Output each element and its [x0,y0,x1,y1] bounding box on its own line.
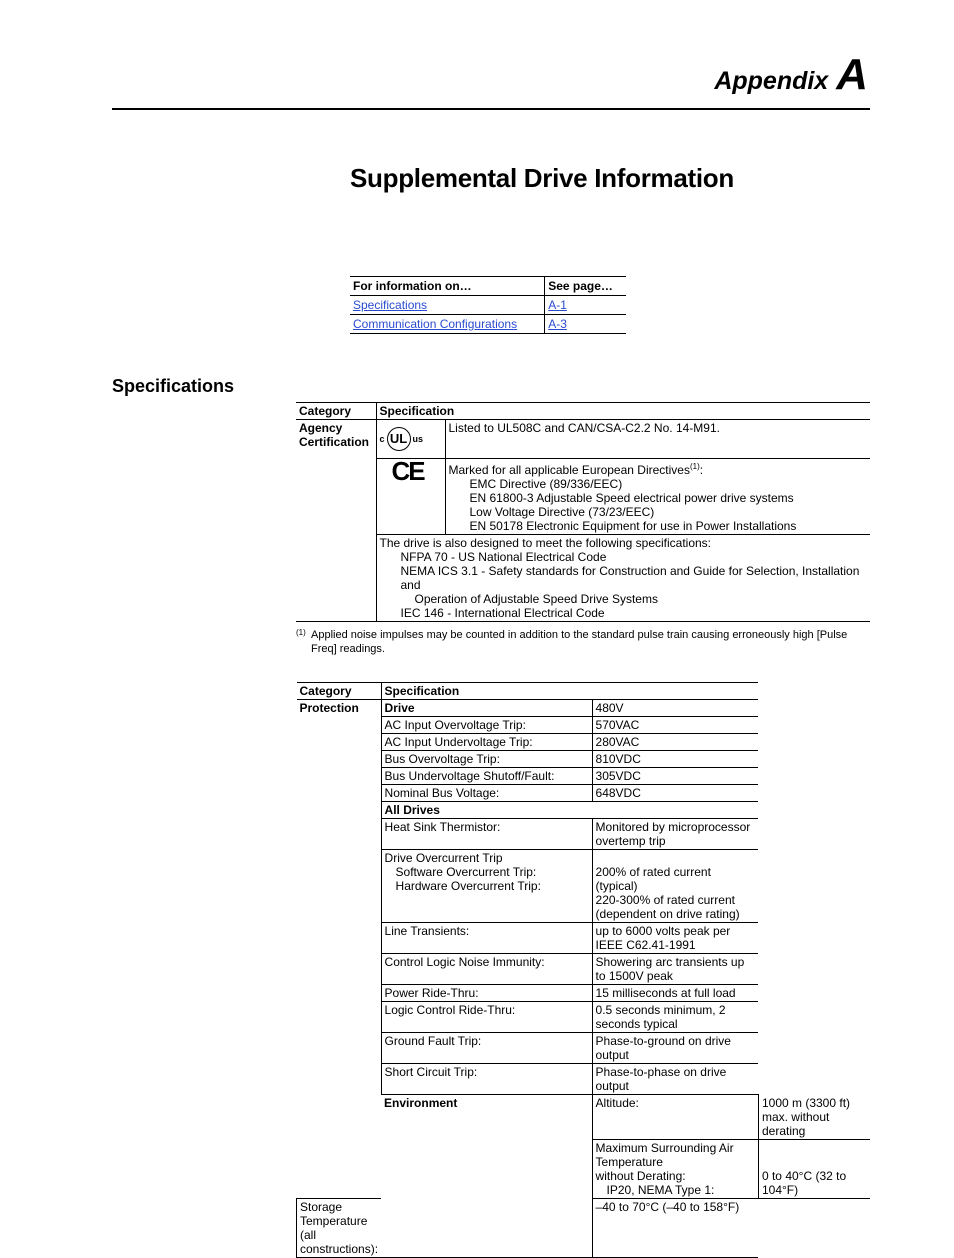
certification-table [296,402,870,622]
also-designed-text: The drive is also designed to meet the following specifications: NFPA 70 - US National Electrical Code NEMA ICS 3.1 - Safety standards for Construction and Guide for Selection, Installation and Operation of Adjustable Speed Drive Systems IEC 146 - International Electrical Code [376,535,870,622]
table-row: Ground Fault Trip: Phase-to-ground on drive output [297,1033,871,1064]
ul-text: Listed to UL508C and CAN/CSA-C2.2 No. 14-M91. [445,420,870,459]
section-heading: Specifications [112,376,235,396]
table-row: Nominal Bus Voltage: 648VDC [297,785,871,802]
toc-header-topic: For information on… [350,277,545,296]
appendix-word: Appendix [714,67,829,95]
category-environment: Environment [381,1095,592,1258]
cert-header-category: Category [296,403,376,420]
toc-header-page: See page… [545,277,626,296]
footnote [296,628,856,656]
table-row: Line Transients: up to 6000 volts peak per IEEE C62.41-1991 [297,923,871,954]
table-row: Bus Overvoltage Trip: 810VDC [297,751,871,768]
appendix-header [714,50,868,100]
toc-page-link[interactable]: A-3 [548,317,567,331]
ce-mark-icon: CE [391,456,424,486]
ul-listed-icon: c UL us [380,427,424,451]
footnote-text: Applied noise impulses may be counted in addition to the standard pulse train causing erroneously high [Pulse Freq] readings. [311,629,848,655]
toc-table [350,276,626,334]
table-row: AC Input Undervoltage Trip: 280VAC [297,734,871,751]
ce-text: Marked for all applicable European Directives$^{(1)}$: EMC Directive (89/336/EEC) EN 61800-3 Adjustable Speed electrical power drive systems Low Voltage Directive (73/23/EEC) EN 50178 Electronic Equipment for use in Power Installations [445,459,870,535]
table-row [297,850,871,923]
category-protection: Protection [297,700,382,1199]
overcurrent-values: 200% of rated current (typical) 220-300% of rated current (dependent on drive rating) [592,850,758,923]
cert-category: Agency Certification [296,420,376,622]
altitude-value: 1000 m (3300 ft) max. without derating [758,1095,870,1140]
spec-header-spec: Specification [381,683,758,700]
drive-label: Drive [381,700,592,717]
all-drives-label: All Drives [381,802,758,819]
table-row: AC Input Overvoltage Trip: 570VAC [297,717,871,734]
footnote-marker: (1) [296,628,306,637]
temp-labels: Maximum Surrounding Air Temperature without Derating: IP20, NEMA Type 1: [592,1139,758,1198]
altitude-label: Altitude: [592,1095,758,1140]
temp-value: 0 to 40°C (32 to 104°F) [758,1139,870,1198]
toc-page-link[interactable]: A-1 [548,298,567,312]
spec-header-category: Category [297,683,382,700]
appendix-letter: A [836,50,868,99]
table-row: Heat Sink Thermistor: Monitored by microprocessor overtemp trip [297,819,871,850]
table-row: Control Logic Noise Immunity: Showering arc transients up to 1500V peak [297,954,871,985]
protection-spec-table [296,682,870,1258]
table-row: Storage Temperature (all constructions): –40 to 70°C (–40 to 158°F) [297,1198,871,1257]
toc-link-specifications[interactable]: Specifications [353,298,428,312]
table-row: Short Circuit Trip: Phase-to-phase on drive output [297,1064,871,1095]
table-row: Bus Undervoltage Shutoff/Fault: 305VDC [297,768,871,785]
ul-logo-cell [376,420,445,459]
toc-row [350,315,626,334]
toc-row [350,296,626,315]
overcurrent-labels: Drive Overcurrent Trip Software Overcurrent Trip: Hardware Overcurrent Trip: [381,850,592,923]
page-title: Supplemental Drive Information [350,163,734,193]
toc-link-communication[interactable]: Communication Configurations [353,317,518,331]
cert-header-spec: Specification [376,403,870,420]
ce-logo-cell [376,456,445,535]
table-row: Power Ride-Thru: 15 milliseconds at full load [297,985,871,1002]
table-row: Logic Control Ride-Thru: 0.5 seconds minimum, 2 seconds typical [297,1002,871,1033]
drive-value: 480V [592,700,758,717]
header-rule [112,108,870,110]
